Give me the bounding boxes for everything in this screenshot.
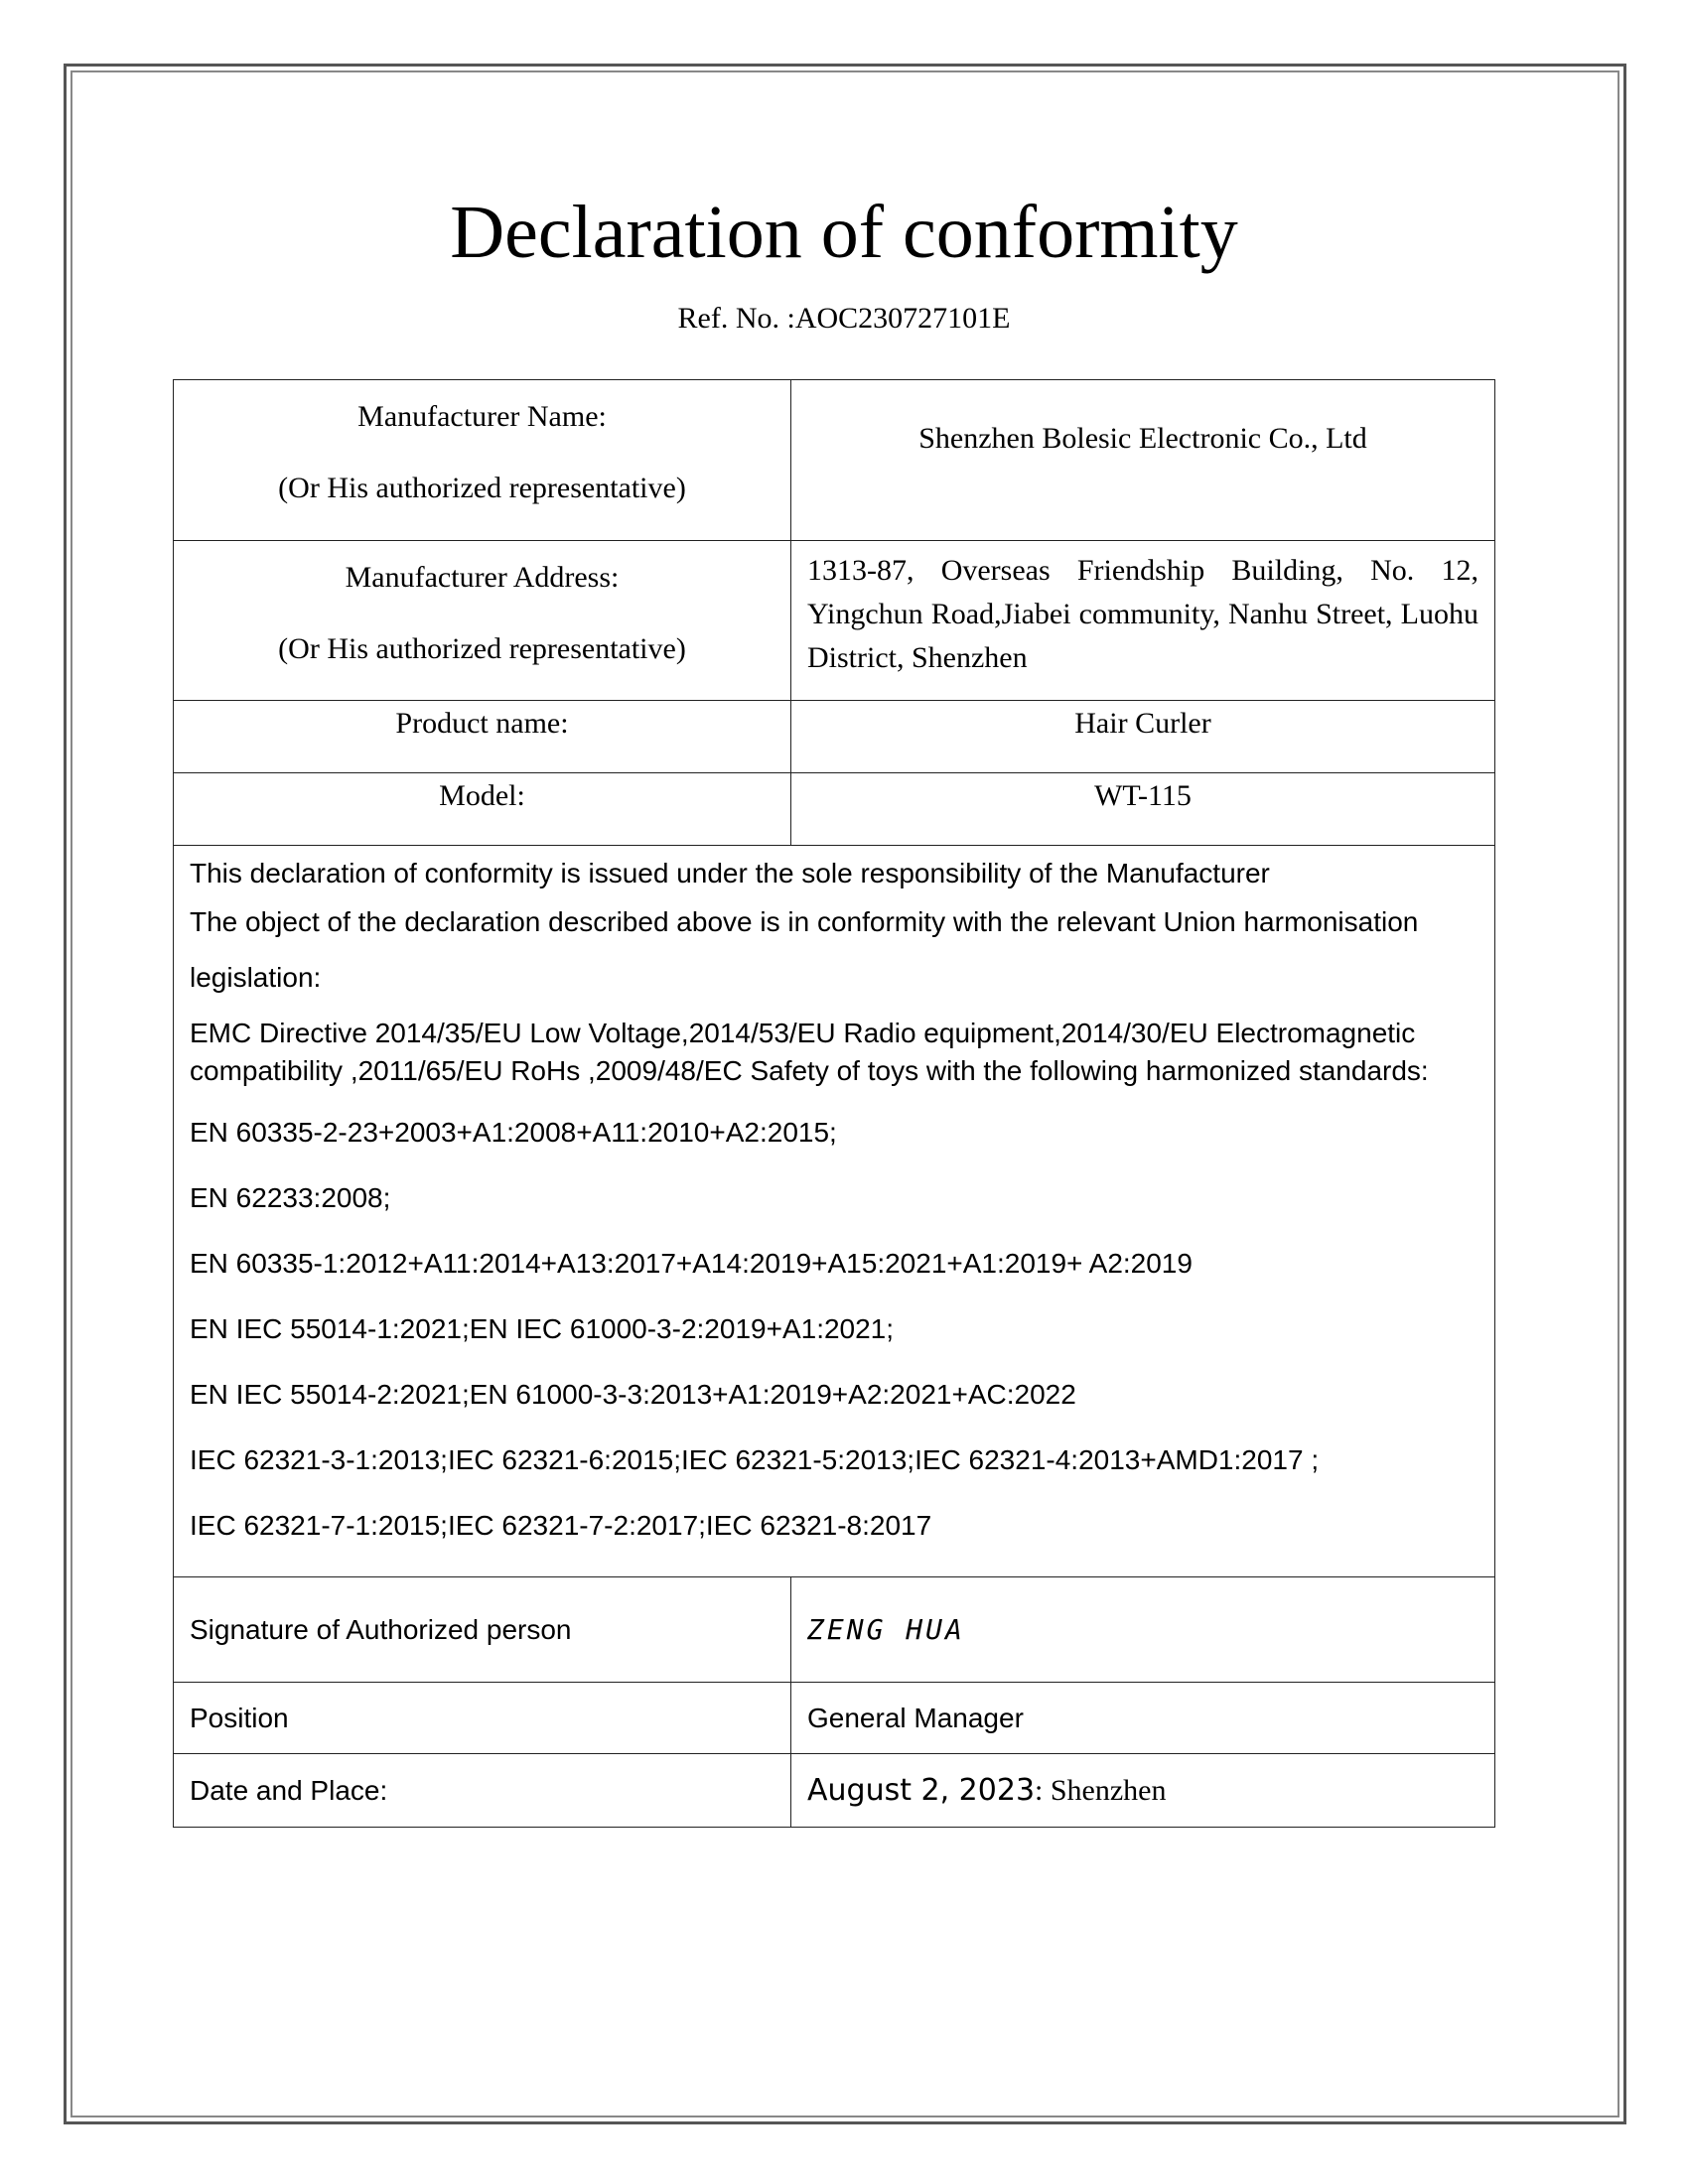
manufacturer-address-value: 1313-87, Overseas Friendship Building, No. 12, Yingchun Road,Jiabei community, Nanhu Street, Luohu District, Shenzhen: [791, 541, 1495, 701]
standard-item: EN 60335-1:2012+A11:2014+A13:2017+A14:2019+A15:2021+A1:2019+ A2:2019: [190, 1248, 1193, 1279]
declaration-line-1: This declaration of conformity is issued under the sole responsibility of the Manufacturer: [190, 858, 1270, 888]
date-place-row: [174, 1754, 1495, 1828]
position-value: General Manager: [791, 1683, 1495, 1754]
product-name-label: Product name:: [174, 701, 791, 773]
position-row: [174, 1683, 1495, 1754]
place-value: : Shenzhen: [1035, 1774, 1167, 1807]
date-place-cell: [791, 1754, 1495, 1828]
standard-item: EN IEC 55014-2:2021;EN 61000-3-3:2013+A1:2019+A2:2021+AC:2022: [190, 1379, 1076, 1410]
standard-item: IEC 62321-7-1:2015;IEC 62321-7-2:2017;IEC 62321-8:2017: [190, 1510, 932, 1541]
authorized-rep-label: (Or His authorized representative): [278, 472, 686, 504]
directives-text: EMC Directive 2014/35/EU Low Voltage,2014/53/EU Radio equipment,2014/30/EU Electromagnetic compatibility ,2011/65/EU RoHs ,2009/48/EC Safety of toys with the following harmonized standards:: [190, 1018, 1429, 1086]
standard-item: EN IEC 55014-1:2021;EN IEC 61000-3-2:2019+A1:2021;: [190, 1313, 895, 1344]
declaration-line-2: The object of the declaration described above is in conformity with the relevant Union harmonisation: [190, 906, 1419, 937]
document-title: Declaration of conformity: [450, 191, 1238, 274]
reference-number: Ref. No. :AOC230727101E: [677, 302, 1011, 335]
authorized-rep-label-2: (Or His authorized representative): [278, 632, 686, 665]
declaration-body: [174, 846, 1495, 1577]
product-name-value: Hair Curler: [791, 701, 1495, 773]
position-label: Position: [174, 1683, 791, 1754]
manufacturer-address-label-cell: [174, 541, 791, 701]
date-place-label: Date and Place:: [174, 1754, 791, 1828]
product-name-row: [174, 701, 1495, 773]
manufacturer-address-row: [174, 541, 1495, 701]
signature-cell: [791, 1577, 1495, 1683]
date-value: August 2, 2023: [807, 1773, 1036, 1808]
standard-item: EN 60335-2-23+2003+A1:2008+A11:2010+A2:2015;: [190, 1117, 837, 1148]
manufacturer-name-value: Shenzhen Bolesic Electronic Co., Ltd: [791, 380, 1495, 541]
model-value: WT-115: [791, 773, 1495, 846]
signature-label: Signature of Authorized person: [174, 1577, 791, 1683]
handwritten-signature: ZENG HUA: [807, 1613, 965, 1646]
standard-item: EN 62233:2008;: [190, 1182, 391, 1213]
declaration-line-3: legislation:: [190, 962, 322, 993]
signature-row: [174, 1577, 1495, 1683]
manufacturer-address-label: Manufacturer Address:: [345, 561, 620, 594]
declaration-table: [173, 379, 1495, 1828]
manufacturer-name-label: Manufacturer Name:: [357, 400, 607, 433]
model-row: [174, 773, 1495, 846]
manufacturer-name-row: [174, 380, 1495, 541]
standard-item: IEC 62321-3-1:2013;IEC 62321-6:2015;IEC 62321-5:2013;IEC 62321-4:2013+AMD1:2017 ;: [190, 1444, 1320, 1475]
model-label: Model:: [174, 773, 791, 846]
declaration-row: [174, 846, 1495, 1577]
manufacturer-name-label-cell: [174, 380, 791, 541]
